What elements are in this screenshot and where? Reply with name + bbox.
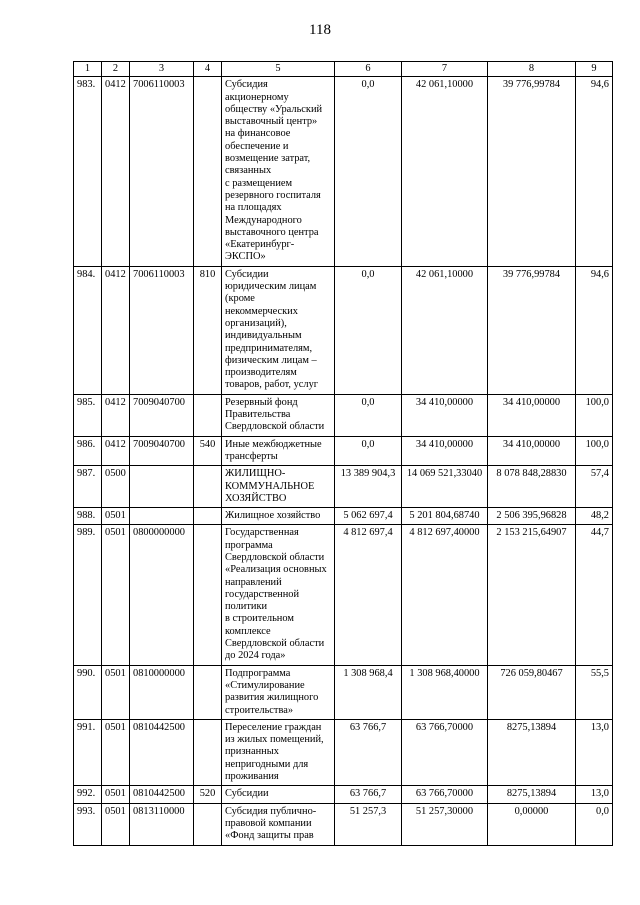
approved-amount: 1 308 968,4 — [335, 665, 402, 719]
planned-amount: 5 201 804,68740 — [402, 508, 488, 525]
item-name: Переселение граждан из жилых помещений, признанных непригодными для проживания — [222, 719, 335, 785]
table-row — [74, 266, 613, 394]
planned-amount: 34 410,00000 — [402, 394, 488, 436]
target-article-code: 7006110003 — [130, 266, 194, 394]
approved-amount: 5 062 697,4 — [335, 508, 402, 525]
column-header-3: 3 — [130, 62, 194, 77]
column-header-6: 6 — [335, 62, 402, 77]
execution-percent: 100,0 — [576, 436, 613, 466]
target-article-code — [130, 508, 194, 525]
section-code: 0412 — [102, 77, 130, 266]
item-name: Жилищное хозяйство — [222, 508, 335, 525]
table-row — [74, 786, 613, 803]
approved-amount: 0,0 — [335, 436, 402, 466]
expense-type-code: 540 — [194, 436, 222, 466]
section-code: 0500 — [102, 466, 130, 508]
execution-percent: 94,6 — [576, 77, 613, 266]
planned-amount: 63 766,70000 — [402, 719, 488, 785]
table-row — [74, 77, 613, 266]
planned-amount: 4 812 697,40000 — [402, 525, 488, 665]
budget-table — [73, 61, 613, 846]
table-row — [74, 803, 613, 845]
planned-amount: 14 069 521,33040 — [402, 466, 488, 508]
executed-amount: 39 776,99784 — [488, 266, 576, 394]
table-row — [74, 719, 613, 785]
target-article-code: 7009040700 — [130, 394, 194, 436]
execution-percent: 13,0 — [576, 786, 613, 803]
section-code: 0501 — [102, 786, 130, 803]
executed-amount: 34 410,00000 — [488, 436, 576, 466]
column-header-2: 2 — [102, 62, 130, 77]
column-header-5: 5 — [222, 62, 335, 77]
executed-amount: 8275,13894 — [488, 719, 576, 785]
section-code: 0501 — [102, 508, 130, 525]
executed-amount: 39 776,99784 — [488, 77, 576, 266]
column-header-8: 8 — [488, 62, 576, 77]
execution-percent: 48,2 — [576, 508, 613, 525]
row-number: 988. — [74, 508, 102, 525]
planned-amount: 42 061,10000 — [402, 266, 488, 394]
approved-amount: 4 812 697,4 — [335, 525, 402, 665]
executed-amount: 8275,13894 — [488, 786, 576, 803]
execution-percent: 44,7 — [576, 525, 613, 665]
execution-percent: 100,0 — [576, 394, 613, 436]
executed-amount: 8 078 848,28830 — [488, 466, 576, 508]
planned-amount: 51 257,30000 — [402, 803, 488, 845]
expense-type-code — [194, 719, 222, 785]
row-number: 989. — [74, 525, 102, 665]
table-row — [74, 508, 613, 525]
section-code: 0501 — [102, 665, 130, 719]
target-article-code: 0800000000 — [130, 525, 194, 665]
section-code: 0412 — [102, 266, 130, 394]
approved-amount: 0,0 — [335, 394, 402, 436]
target-article-code: 0810000000 — [130, 665, 194, 719]
execution-percent: 57,4 — [576, 466, 613, 508]
execution-percent: 55,5 — [576, 665, 613, 719]
row-number: 986. — [74, 436, 102, 466]
row-number: 987. — [74, 466, 102, 508]
item-name: ЖИЛИЩНО- КОММУНАЛЬНОЕ ХОЗЯЙСТВО — [222, 466, 335, 508]
section-code: 0501 — [102, 525, 130, 665]
column-header-7: 7 — [402, 62, 488, 77]
expense-type-code — [194, 665, 222, 719]
approved-amount: 63 766,7 — [335, 719, 402, 785]
row-number: 985. — [74, 394, 102, 436]
table-row — [74, 466, 613, 508]
expense-type-code — [194, 77, 222, 266]
item-name: Субсидии — [222, 786, 335, 803]
table-body — [74, 77, 613, 845]
target-article-code: 0810442500 — [130, 786, 194, 803]
item-name: Подпрограмма «Стимулирование развития жилищного строительства» — [222, 665, 335, 719]
approved-amount: 51 257,3 — [335, 803, 402, 845]
execution-percent: 13,0 — [576, 719, 613, 785]
target-article-code — [130, 466, 194, 508]
approved-amount: 0,0 — [335, 77, 402, 266]
section-code: 0412 — [102, 436, 130, 466]
column-header-4: 4 — [194, 62, 222, 77]
planned-amount: 34 410,00000 — [402, 436, 488, 466]
column-header-9: 9 — [576, 62, 613, 77]
planned-amount: 63 766,70000 — [402, 786, 488, 803]
section-code: 0501 — [102, 719, 130, 785]
target-article-code: 0813110000 — [130, 803, 194, 845]
item-name: Государственная программа Свердловской области «Реализация основных направлений государственной политики в строительном комплексе Свердловской области до 2024 года» — [222, 525, 335, 665]
item-name: Субсидии юридическим лицам (кроме некоммерческих организаций), индивидуальным предпринимателям, физическим лицам – производителям товаров, работ, услуг — [222, 266, 335, 394]
executed-amount: 0,00000 — [488, 803, 576, 845]
executed-amount: 726 059,80467 — [488, 665, 576, 719]
row-number: 990. — [74, 665, 102, 719]
executed-amount: 2 153 215,64907 — [488, 525, 576, 665]
expense-type-code — [194, 508, 222, 525]
planned-amount: 1 308 968,40000 — [402, 665, 488, 719]
expense-type-code: 520 — [194, 786, 222, 803]
row-number: 983. — [74, 77, 102, 266]
expense-type-code: 810 — [194, 266, 222, 394]
section-code: 0501 — [102, 803, 130, 845]
column-header-1: 1 — [74, 62, 102, 77]
expense-type-code — [194, 394, 222, 436]
executed-amount: 2 506 395,96828 — [488, 508, 576, 525]
row-number: 993. — [74, 803, 102, 845]
section-code: 0412 — [102, 394, 130, 436]
target-article-code: 7009040700 — [130, 436, 194, 466]
approved-amount: 63 766,7 — [335, 786, 402, 803]
item-name: Резервный фонд Правительства Свердловской области — [222, 394, 335, 436]
row-number: 984. — [74, 266, 102, 394]
item-name: Субсидия акционерному обществу «Уральский выставочный центр» на финансовое обеспечение и возмещение затрат, связанных с размещением резервного госпиталя на площадях Международного выставочного центра «Екатеринбург- ЭКСПО» — [222, 77, 335, 266]
row-number: 992. — [74, 786, 102, 803]
table-row — [74, 394, 613, 436]
target-article-code: 7006110003 — [130, 77, 194, 266]
expense-type-code — [194, 803, 222, 845]
expense-type-code — [194, 525, 222, 665]
expense-type-code — [194, 466, 222, 508]
execution-percent: 94,6 — [576, 266, 613, 394]
executed-amount: 34 410,00000 — [488, 394, 576, 436]
execution-percent: 0,0 — [576, 803, 613, 845]
planned-amount: 42 061,10000 — [402, 77, 488, 266]
table-row — [74, 665, 613, 719]
table-header — [74, 62, 613, 77]
approved-amount: 13 389 904,3 — [335, 466, 402, 508]
row-number: 991. — [74, 719, 102, 785]
header-row — [74, 62, 613, 77]
item-name: Субсидия публично- правовой компании «Фонд защиты прав — [222, 803, 335, 845]
item-name: Иные межбюджетные трансферты — [222, 436, 335, 466]
page-number: 118 — [309, 22, 331, 38]
table-row — [74, 436, 613, 466]
target-article-code: 0810442500 — [130, 719, 194, 785]
approved-amount: 0,0 — [335, 266, 402, 394]
table-row — [74, 525, 613, 665]
